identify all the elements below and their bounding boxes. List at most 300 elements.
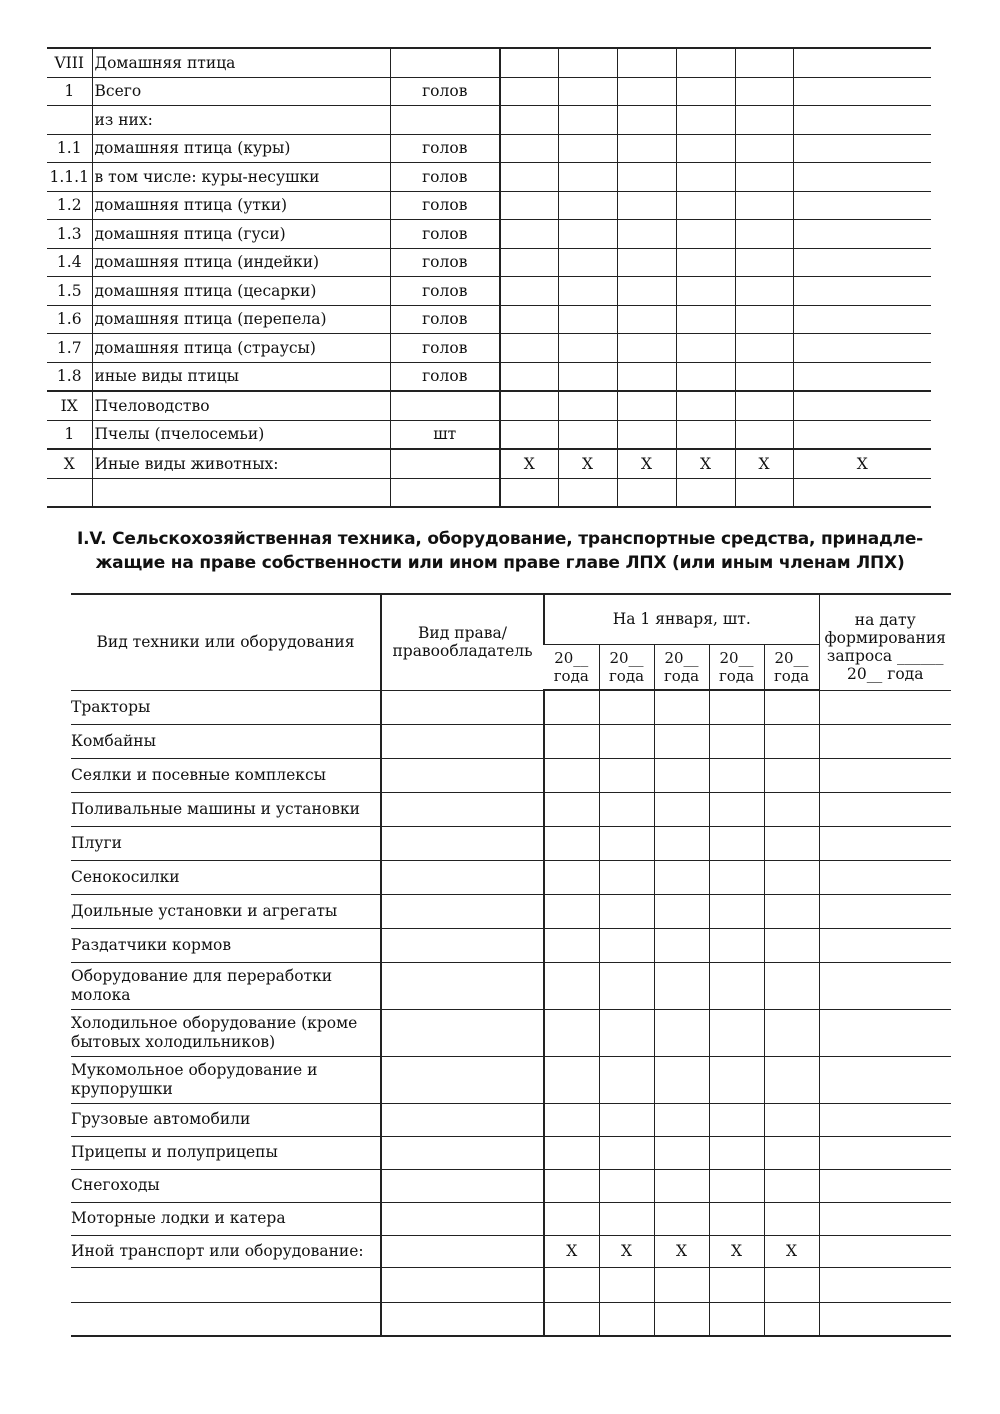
year-value-cell[interactable] — [764, 792, 819, 826]
request-date-cell[interactable] — [819, 792, 951, 826]
request-date-cell[interactable] — [819, 1009, 951, 1056]
request-date-cell[interactable] — [819, 1056, 951, 1103]
value-cell[interactable] — [558, 420, 617, 449]
year-value-cell[interactable]: X — [764, 1235, 819, 1267]
livestock-row — [47, 163, 931, 192]
row-name: домашняя птица (индейки) — [92, 248, 390, 277]
request-date-cell[interactable] — [819, 1136, 951, 1169]
year-value-cell[interactable] — [709, 1202, 764, 1235]
value-cell[interactable] — [735, 77, 793, 106]
year-value-cell[interactable] — [709, 758, 764, 792]
year-value-cell[interactable] — [709, 860, 764, 894]
value-cell[interactable] — [676, 362, 735, 391]
value-cell[interactable] — [735, 106, 793, 135]
equipment-name: Комбайны — [71, 724, 381, 758]
year-value-cell[interactable] — [654, 1202, 709, 1235]
value-cell[interactable]: X — [558, 449, 617, 478]
row-number — [47, 106, 92, 135]
year-value-cell[interactable] — [764, 826, 819, 860]
value-cell[interactable] — [793, 106, 931, 135]
right-type-cell[interactable] — [381, 826, 544, 860]
request-date-cell[interactable] — [819, 1202, 951, 1235]
equipment-row — [71, 1169, 951, 1202]
value-cell[interactable] — [500, 305, 558, 334]
year-value-cell[interactable] — [764, 860, 819, 894]
year-value-cell[interactable] — [599, 724, 654, 758]
header-year-word: года — [663, 666, 700, 685]
value-cell[interactable] — [793, 391, 931, 420]
value-cell[interactable] — [676, 248, 735, 277]
year-value-cell[interactable] — [709, 792, 764, 826]
year-value-cell[interactable] — [599, 792, 654, 826]
equipment-row — [71, 690, 951, 724]
equipment-name: Сеялки и посевные комплексы — [71, 758, 381, 792]
value-cell[interactable] — [617, 220, 676, 249]
value-cell[interactable] — [500, 334, 558, 363]
year-value-cell[interactable] — [709, 1302, 764, 1336]
value-cell[interactable] — [617, 77, 676, 106]
value-cell[interactable] — [500, 134, 558, 163]
request-date-cell[interactable] — [819, 1103, 951, 1136]
year-value-cell[interactable] — [764, 1267, 819, 1302]
livestock-row — [47, 48, 931, 77]
header-year-value: 20__ — [719, 648, 754, 667]
header-date-line-2: формирования — [824, 629, 946, 647]
year-value-cell[interactable] — [599, 1302, 654, 1336]
value-cell[interactable] — [558, 48, 617, 77]
right-type-cell[interactable] — [381, 1136, 544, 1169]
year-value-cell[interactable] — [599, 1103, 654, 1136]
row-number: X — [47, 449, 92, 478]
row-name: домашняя птица (цесарки) — [92, 277, 390, 306]
value-cell[interactable] — [500, 77, 558, 106]
request-date-cell[interactable] — [819, 860, 951, 894]
year-value-cell[interactable] — [599, 894, 654, 928]
header-year — [654, 644, 709, 690]
value-cell[interactable] — [617, 48, 676, 77]
year-value-cell[interactable] — [764, 1056, 819, 1103]
value-cell[interactable] — [676, 277, 735, 306]
value-cell[interactable] — [735, 305, 793, 334]
header-year — [544, 644, 599, 690]
row-unit: голов — [390, 191, 500, 220]
header-year-word: года — [718, 666, 755, 685]
value-cell[interactable] — [793, 220, 931, 249]
year-value-cell[interactable] — [709, 894, 764, 928]
year-value-cell[interactable] — [709, 1267, 764, 1302]
section-heading — [40, 527, 960, 575]
year-value-cell[interactable]: X — [544, 1235, 599, 1267]
right-type-cell[interactable] — [381, 1056, 544, 1103]
year-value-cell[interactable] — [654, 826, 709, 860]
value-cell[interactable] — [617, 248, 676, 277]
value-cell[interactable] — [617, 420, 676, 449]
value-cell[interactable] — [558, 248, 617, 277]
year-value-cell[interactable] — [654, 1103, 709, 1136]
equipment-name: Иной транспорт или оборудование: — [71, 1235, 381, 1267]
value-cell[interactable] — [558, 478, 617, 507]
right-type-cell[interactable] — [381, 724, 544, 758]
header-right-type — [381, 594, 544, 690]
equipment-row — [71, 792, 951, 826]
row-unit: голов — [390, 220, 500, 249]
row-unit: шт — [390, 420, 500, 449]
value-cell[interactable] — [676, 106, 735, 135]
year-value-cell[interactable] — [654, 1267, 709, 1302]
livestock-row — [47, 305, 931, 334]
year-value-cell[interactable] — [599, 1136, 654, 1169]
year-value-cell[interactable] — [544, 928, 599, 962]
value-cell[interactable] — [676, 191, 735, 220]
header-equipment-kind-text: Вид техники или оборудования — [96, 633, 355, 652]
value-cell[interactable] — [617, 305, 676, 334]
year-value-cell[interactable] — [599, 1009, 654, 1056]
value-cell[interactable] — [793, 48, 931, 77]
year-value-cell[interactable] — [544, 1169, 599, 1202]
request-date-cell[interactable] — [819, 724, 951, 758]
year-value-cell[interactable] — [544, 1009, 599, 1056]
equipment-row — [71, 1302, 951, 1336]
equipment-name: Плуги — [71, 826, 381, 860]
value-cell[interactable] — [735, 248, 793, 277]
row-unit: голов — [390, 305, 500, 334]
request-date-cell[interactable] — [819, 1267, 951, 1302]
row-number: 1.3 — [47, 220, 92, 249]
right-type-cell[interactable] — [381, 1169, 544, 1202]
year-value-cell[interactable]: X — [599, 1235, 654, 1267]
year-value-cell[interactable] — [544, 1302, 599, 1336]
value-cell[interactable] — [500, 478, 558, 507]
value-cell[interactable] — [793, 77, 931, 106]
value-cell[interactable]: X — [676, 449, 735, 478]
row-number: IX — [47, 391, 92, 420]
year-value-cell[interactable] — [764, 1169, 819, 1202]
year-value-cell[interactable] — [764, 1136, 819, 1169]
value-cell[interactable] — [735, 277, 793, 306]
livestock-row — [47, 478, 931, 507]
year-value-cell[interactable] — [709, 1009, 764, 1056]
value-cell[interactable] — [793, 362, 931, 391]
year-value-cell[interactable] — [544, 1202, 599, 1235]
year-value-cell[interactable] — [544, 792, 599, 826]
value-cell[interactable] — [500, 191, 558, 220]
row-name: Пчеловодство — [92, 391, 390, 420]
value-cell[interactable] — [676, 77, 735, 106]
value-cell[interactable] — [676, 478, 735, 507]
year-value-cell[interactable] — [599, 1267, 654, 1302]
year-value-cell[interactable]: X — [654, 1235, 709, 1267]
year-value-cell[interactable] — [654, 894, 709, 928]
value-cell[interactable] — [676, 48, 735, 77]
header-right-type-line-1: Вид права/ — [418, 624, 507, 643]
livestock-row — [47, 134, 931, 163]
value-cell[interactable] — [735, 134, 793, 163]
year-value-cell[interactable] — [764, 962, 819, 1009]
value-cell[interactable] — [617, 391, 676, 420]
request-date-cell[interactable] — [819, 1169, 951, 1202]
value-cell[interactable] — [793, 134, 931, 163]
value-cell[interactable] — [558, 106, 617, 135]
value-cell[interactable] — [558, 191, 617, 220]
header-year-word: года — [608, 666, 645, 685]
year-value-cell[interactable] — [544, 758, 599, 792]
right-type-cell[interactable] — [381, 1235, 544, 1267]
year-value-cell[interactable] — [764, 894, 819, 928]
year-value-cell[interactable] — [709, 1056, 764, 1103]
right-type-cell[interactable] — [381, 792, 544, 826]
row-number: 1.1.1 — [47, 163, 92, 192]
header-equipment-kind — [71, 594, 381, 690]
value-cell[interactable] — [735, 362, 793, 391]
value-cell[interactable] — [558, 220, 617, 249]
header-year-word: года — [773, 666, 810, 685]
year-value-cell[interactable] — [544, 724, 599, 758]
request-date-cell[interactable] — [819, 1302, 951, 1336]
year-value-cell[interactable] — [764, 758, 819, 792]
value-cell[interactable] — [558, 77, 617, 106]
value-cell[interactable] — [793, 248, 931, 277]
equipment-name: Прицепы и полуприцепы — [71, 1136, 381, 1169]
right-type-cell[interactable] — [381, 1103, 544, 1136]
value-cell[interactable] — [558, 362, 617, 391]
equipment-name: Холодильное оборудование (кроме бытовых холодильников) — [71, 1009, 381, 1056]
request-date-cell[interactable] — [819, 690, 951, 724]
value-cell[interactable] — [617, 478, 676, 507]
year-value-cell[interactable] — [654, 962, 709, 1009]
value-cell[interactable] — [793, 277, 931, 306]
header-date-line-3: запроса ______ — [826, 647, 944, 665]
right-type-cell[interactable] — [381, 1009, 544, 1056]
equipment-name: Доильные установки и агрегаты — [71, 894, 381, 928]
request-date-cell[interactable] — [819, 1235, 951, 1267]
equipment-row — [71, 724, 951, 758]
year-value-cell[interactable] — [764, 690, 819, 724]
request-date-cell[interactable] — [819, 826, 951, 860]
row-number: 1.8 — [47, 362, 92, 391]
livestock-row — [47, 449, 931, 478]
year-value-cell[interactable] — [654, 1302, 709, 1336]
value-cell[interactable] — [793, 420, 931, 449]
year-value-cell[interactable] — [764, 928, 819, 962]
year-value-cell[interactable] — [654, 928, 709, 962]
value-cell[interactable] — [617, 163, 676, 192]
value-cell[interactable] — [793, 478, 931, 507]
year-value-cell[interactable] — [764, 1202, 819, 1235]
right-type-cell[interactable] — [381, 1202, 544, 1235]
value-cell[interactable] — [500, 220, 558, 249]
year-value-cell[interactable] — [544, 826, 599, 860]
row-unit — [390, 391, 500, 420]
value-cell[interactable] — [500, 420, 558, 449]
equipment-name: Моторные лодки и катера — [71, 1202, 381, 1235]
year-value-cell[interactable] — [599, 826, 654, 860]
value-cell[interactable] — [500, 163, 558, 192]
year-value-cell[interactable] — [599, 1202, 654, 1235]
row-name: Иные виды животных: — [92, 449, 390, 478]
value-cell[interactable] — [617, 362, 676, 391]
value-cell[interactable] — [735, 163, 793, 192]
value-cell[interactable] — [735, 48, 793, 77]
right-type-cell[interactable] — [381, 690, 544, 724]
value-cell[interactable] — [676, 305, 735, 334]
year-value-cell[interactable] — [599, 1169, 654, 1202]
year-value-cell[interactable] — [544, 860, 599, 894]
year-value-cell[interactable] — [599, 690, 654, 724]
value-cell[interactable]: X — [793, 449, 931, 478]
row-number: 1.4 — [47, 248, 92, 277]
right-type-cell[interactable] — [381, 758, 544, 792]
livestock-row — [47, 362, 931, 391]
request-date-cell[interactable] — [819, 758, 951, 792]
value-cell[interactable] — [500, 391, 558, 420]
right-type-cell[interactable] — [381, 860, 544, 894]
value-cell[interactable] — [735, 220, 793, 249]
value-cell[interactable] — [676, 134, 735, 163]
equipment-name — [71, 1267, 381, 1302]
row-number: 1 — [47, 420, 92, 449]
right-type-cell[interactable] — [381, 928, 544, 962]
value-cell[interactable]: X — [735, 449, 793, 478]
year-value-cell[interactable] — [544, 1103, 599, 1136]
value-cell[interactable] — [558, 163, 617, 192]
year-value-cell[interactable] — [709, 690, 764, 724]
value-cell[interactable] — [617, 277, 676, 306]
value-cell[interactable] — [676, 420, 735, 449]
value-cell[interactable] — [617, 191, 676, 220]
value-cell[interactable]: X — [500, 449, 558, 478]
year-value-cell[interactable] — [654, 860, 709, 894]
year-value-cell[interactable] — [709, 826, 764, 860]
row-name: домашняя птица (страусы) — [92, 334, 390, 363]
year-value-cell[interactable] — [654, 1009, 709, 1056]
equipment-row — [71, 1009, 951, 1056]
row-unit: голов — [390, 163, 500, 192]
year-value-cell[interactable] — [599, 1056, 654, 1103]
value-cell[interactable] — [500, 277, 558, 306]
row-name: иные виды птицы — [92, 362, 390, 391]
equipment-row — [71, 1136, 951, 1169]
year-value-cell[interactable] — [764, 1103, 819, 1136]
equipment-row — [71, 1235, 951, 1267]
year-value-cell[interactable] — [709, 928, 764, 962]
value-cell[interactable] — [735, 191, 793, 220]
value-cell[interactable] — [735, 420, 793, 449]
year-value-cell[interactable] — [764, 1302, 819, 1336]
year-value-cell[interactable] — [654, 792, 709, 826]
value-cell[interactable] — [676, 391, 735, 420]
value-cell[interactable] — [735, 478, 793, 507]
value-cell[interactable] — [558, 305, 617, 334]
request-date-cell[interactable] — [819, 962, 951, 1009]
request-date-cell[interactable] — [819, 894, 951, 928]
row-name: домашняя птица (утки) — [92, 191, 390, 220]
year-value-cell[interactable]: X — [709, 1235, 764, 1267]
value-cell[interactable] — [793, 191, 931, 220]
year-value-cell[interactable] — [544, 1136, 599, 1169]
equipment-name: Тракторы — [71, 690, 381, 724]
value-cell[interactable] — [500, 248, 558, 277]
year-value-cell[interactable] — [599, 860, 654, 894]
value-cell[interactable] — [793, 163, 931, 192]
year-value-cell[interactable] — [544, 1267, 599, 1302]
year-value-cell[interactable] — [654, 1056, 709, 1103]
row-unit: голов — [390, 362, 500, 391]
year-value-cell[interactable] — [654, 758, 709, 792]
value-cell[interactable] — [617, 106, 676, 135]
value-cell[interactable] — [793, 334, 931, 363]
year-value-cell[interactable] — [599, 962, 654, 1009]
year-value-cell[interactable] — [654, 1169, 709, 1202]
value-cell[interactable] — [500, 48, 558, 77]
year-value-cell[interactable] — [764, 1009, 819, 1056]
value-cell[interactable] — [793, 305, 931, 334]
livestock-row — [47, 77, 931, 106]
equipment-row — [71, 962, 951, 1009]
year-value-cell[interactable] — [544, 690, 599, 724]
year-value-cell[interactable] — [544, 894, 599, 928]
year-value-cell[interactable] — [599, 758, 654, 792]
row-number: 1 — [47, 77, 92, 106]
value-cell[interactable] — [676, 163, 735, 192]
value-cell[interactable] — [617, 334, 676, 363]
equipment-name: Мукомольное оборудование и крупорушки — [71, 1056, 381, 1103]
row-unit: голов — [390, 277, 500, 306]
row-name: домашняя птица (перепела) — [92, 305, 390, 334]
right-type-cell[interactable] — [381, 962, 544, 1009]
request-date-cell[interactable] — [819, 928, 951, 962]
value-cell[interactable] — [558, 391, 617, 420]
year-value-cell[interactable] — [654, 1136, 709, 1169]
livestock-table — [47, 47, 931, 508]
header-year-word: года — [553, 666, 589, 685]
value-cell[interactable] — [558, 334, 617, 363]
value-cell[interactable] — [676, 334, 735, 363]
right-type-cell[interactable] — [381, 1302, 544, 1336]
row-unit: голов — [390, 248, 500, 277]
value-cell[interactable] — [558, 277, 617, 306]
value-cell[interactable] — [735, 391, 793, 420]
year-value-cell[interactable] — [544, 1056, 599, 1103]
value-cell[interactable] — [735, 334, 793, 363]
year-value-cell[interactable] — [654, 724, 709, 758]
header-date-line-1: на дату — [854, 611, 916, 629]
right-type-cell[interactable] — [381, 894, 544, 928]
year-value-cell[interactable] — [764, 724, 819, 758]
year-value-cell[interactable] — [709, 1136, 764, 1169]
year-value-cell[interactable] — [654, 690, 709, 724]
year-value-cell[interactable] — [709, 962, 764, 1009]
value-cell[interactable] — [617, 134, 676, 163]
year-value-cell[interactable] — [709, 1169, 764, 1202]
year-value-cell[interactable] — [709, 1103, 764, 1136]
equipment-name: Поливальные машины и установки — [71, 792, 381, 826]
section-heading-line-1: I.V. Сельскохозяйственная техника, оборудование, транспортные средства, принадле- — [76, 529, 924, 549]
header-request-date — [819, 594, 951, 690]
value-cell[interactable] — [500, 362, 558, 391]
value-cell[interactable]: X — [617, 449, 676, 478]
year-value-cell[interactable] — [599, 928, 654, 962]
value-cell[interactable] — [558, 134, 617, 163]
right-type-cell[interactable] — [381, 1267, 544, 1302]
year-value-cell[interactable] — [709, 724, 764, 758]
header-year-value: 20__ — [609, 648, 644, 667]
row-unit — [390, 449, 500, 478]
equipment-name: Оборудование для переработки молока — [71, 962, 381, 1009]
value-cell[interactable] — [676, 220, 735, 249]
year-value-cell[interactable] — [544, 962, 599, 1009]
livestock-row — [47, 420, 931, 449]
value-cell[interactable] — [500, 106, 558, 135]
